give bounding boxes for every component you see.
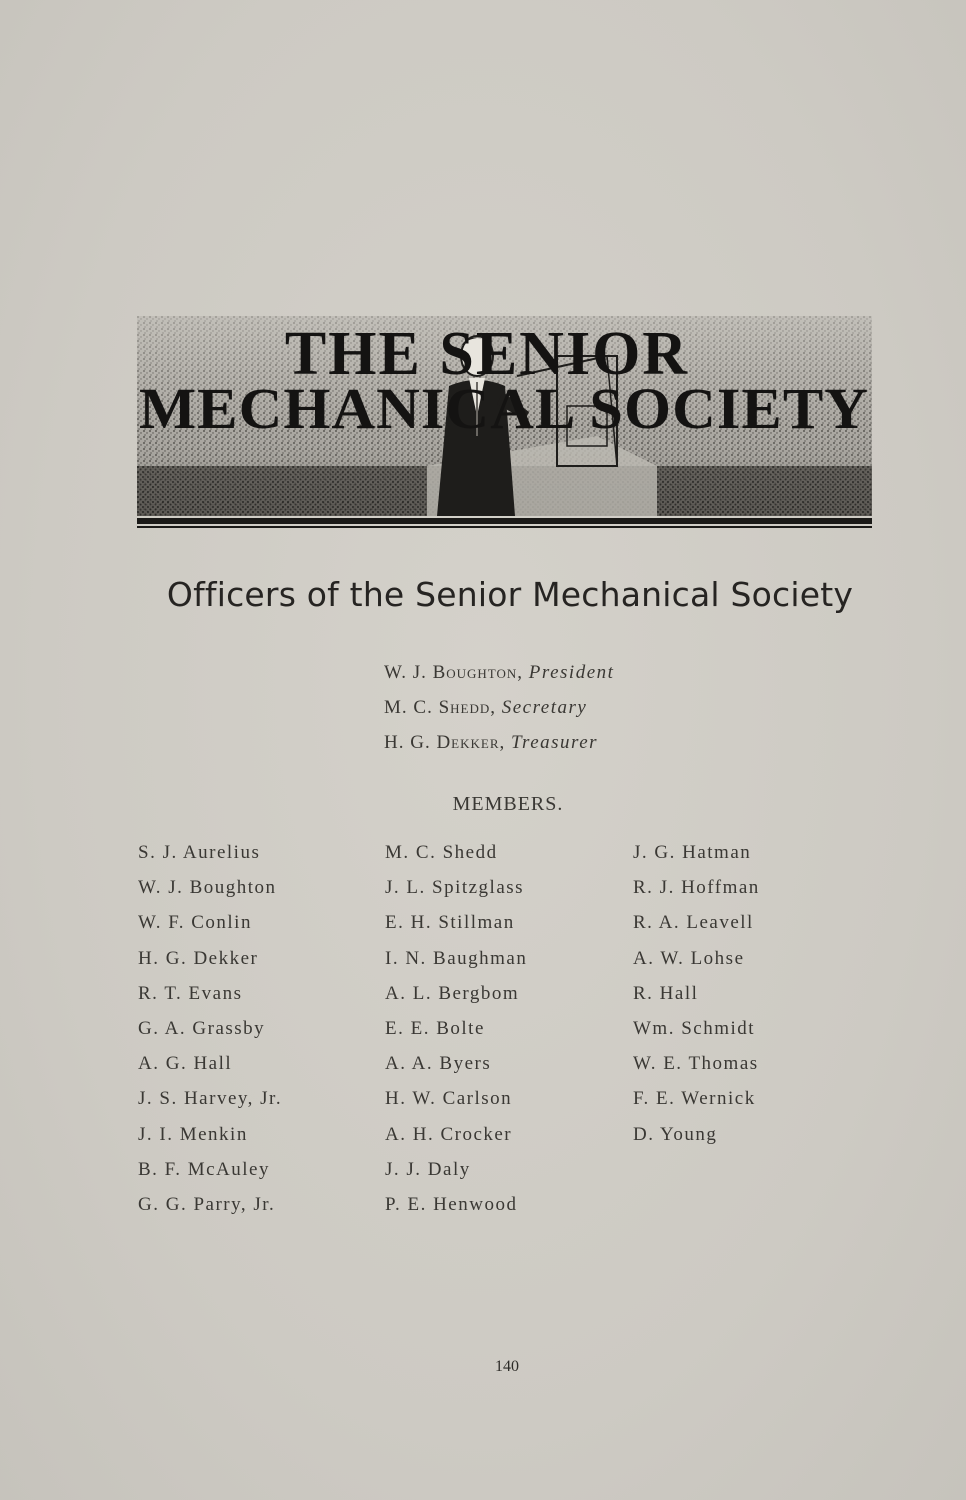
- member-name: W. E. Thomas: [633, 1053, 759, 1075]
- member-name: J. L. Spitzglass: [385, 877, 525, 899]
- officer-secretary: M. C. Shedd, Secretary: [384, 697, 588, 718]
- member-name: R. J. Hoffman: [633, 877, 760, 899]
- member-name: Wm. Schmidt: [633, 1017, 756, 1039]
- member-name: I. N. Baughman: [385, 947, 528, 969]
- banner-line2: MECHANICAL SOCIETY: [139, 376, 869, 441]
- officer-president: W. J. Boughton, President: [384, 662, 615, 683]
- member-name: P. E. Henwood: [385, 1193, 518, 1215]
- society-banner-illustration: [137, 316, 872, 516]
- banner-rule: [137, 526, 872, 528]
- member-name: J. G. Hatman: [633, 842, 752, 863]
- member-name: A. W. Lohse: [633, 947, 745, 969]
- member-name: E. H. Stillman: [385, 912, 515, 934]
- member-name: A. H. Crocker: [385, 1123, 513, 1145]
- members-column-2: [385, 842, 527, 1229]
- officer-treasurer: H. G. Dekker, Treasurer: [384, 732, 599, 753]
- member-name: J. I. Menkin: [138, 1123, 248, 1145]
- member-name: W. F. Conlin: [138, 912, 252, 934]
- member-name: R. T. Evans: [138, 982, 243, 1004]
- members-column-1: [138, 842, 282, 1229]
- member-name: D. Young: [633, 1123, 718, 1145]
- member-name: H. W. Carlson: [385, 1088, 513, 1110]
- member-name: F. E. Wernick: [633, 1088, 756, 1110]
- member-name: H. G. Dekker: [138, 947, 259, 969]
- page-heading: Officers of the Senior Mechanical Society: [166, 575, 854, 614]
- member-name: G. A. Grassby: [138, 1017, 266, 1039]
- banner-line1: THE SENIOR: [284, 320, 690, 388]
- members-column-3: [633, 842, 760, 1159]
- officers-list: [384, 662, 614, 767]
- member-name: A. G. Hall: [138, 1053, 233, 1075]
- member-name: E. E. Bolte: [385, 1017, 485, 1039]
- member-name: J. J. Daly: [385, 1158, 471, 1180]
- member-name: W. J. Boughton: [138, 877, 277, 899]
- member-name: R. A. Leavell: [633, 912, 754, 934]
- member-name: M. C. Shedd: [385, 842, 498, 863]
- member-name: A. A. Byers: [385, 1053, 492, 1075]
- member-name: S. J. Aurelius: [138, 842, 261, 863]
- member-name: R. Hall: [633, 982, 699, 1004]
- member-name: G. G. Parry, Jr.: [138, 1193, 276, 1215]
- page-number: 140: [495, 1358, 519, 1375]
- banner-rule: [137, 518, 872, 524]
- member-name: A. L. Bergbom: [385, 982, 520, 1004]
- members-heading: MEMBERS.: [452, 793, 564, 815]
- member-name: J. S. Harvey, Jr.: [138, 1088, 283, 1110]
- member-name: B. F. McAuley: [138, 1158, 270, 1180]
